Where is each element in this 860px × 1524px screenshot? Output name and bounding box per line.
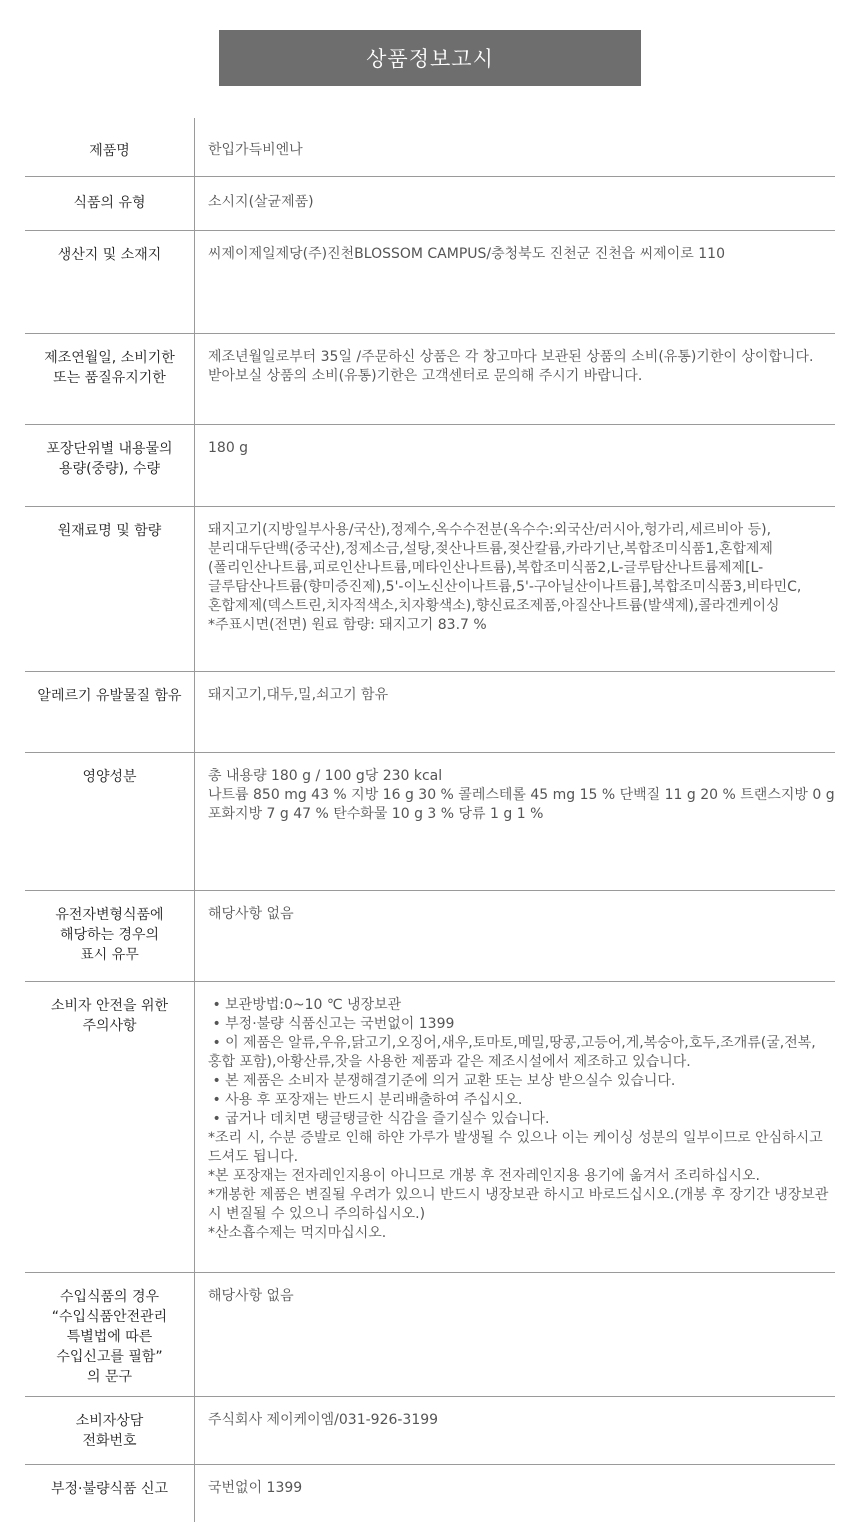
row-value-line: 돼지고기,대두,밀,쇠고기 함유 <box>208 687 389 703</box>
row-label-line: 제조연월일, 소비기한 <box>44 350 175 366</box>
row-value-line: 주식회사 제이케이엠/031-926-3199 <box>208 1412 439 1428</box>
row-label <box>25 686 194 706</box>
row-label <box>25 141 194 161</box>
row-value-line: *조리 시, 수분 증발로 인해 하얀 가루가 발생될 수 있으나 이는 케이싱 성분의 일부이므로 안심하시고 드셔도 됩니다. <box>208 1130 828 1165</box>
row-label <box>25 1411 194 1451</box>
row-label-cell <box>25 177 195 230</box>
row-label-cell <box>25 231 195 333</box>
row-value-line: • 사용 후 포장재는 반드시 분리배출하여 주십시오. <box>208 1092 523 1108</box>
row-value <box>208 1479 835 1498</box>
info-row <box>25 1397 835 1465</box>
row-label-line: “수입식품안전관리 <box>51 1309 168 1325</box>
info-row <box>25 118 835 177</box>
row-value-line: *본 포장재는 전자레인지용이 아니므로 개봉 후 전자레인지용 용기에 옮겨서 조리하십시오. <box>208 1168 760 1184</box>
row-label-line: 용량(중량), 수량 <box>59 461 160 477</box>
row-label <box>25 996 194 1036</box>
row-value-line: 소시지(살균제품) <box>208 194 314 210</box>
row-value <box>208 905 835 924</box>
info-row <box>25 753 840 891</box>
row-label-cell <box>25 118 195 176</box>
row-label-line: 제품명 <box>89 143 130 159</box>
row-label <box>25 1287 194 1387</box>
row-label <box>25 521 194 541</box>
row-label-line: 식품의 유형 <box>73 195 146 211</box>
row-value <box>208 686 835 705</box>
info-row <box>25 425 835 507</box>
row-label <box>25 193 194 213</box>
row-value-line: *주표시면(전면) 원료 함량: 돼지고기 83.7 % <box>208 617 487 633</box>
row-value-line: 180 g <box>208 440 249 456</box>
row-label <box>25 245 194 265</box>
row-value <box>208 1411 835 1430</box>
info-row <box>25 982 835 1273</box>
row-label-line: 생산지 및 소재지 <box>57 247 162 263</box>
row-label-cell <box>25 753 195 890</box>
row-label-line: 원재료명 및 함량 <box>57 523 162 539</box>
row-label-line: 의 문구 <box>86 1369 133 1385</box>
page-title: 상품정보고시 <box>219 30 641 86</box>
row-label-line: 전화번호 <box>82 1433 137 1449</box>
info-row <box>25 1273 835 1397</box>
info-row <box>25 231 835 334</box>
row-label-line: 소비자상담 <box>75 1413 144 1429</box>
row-value-line: 국번없이 1399 <box>208 1480 303 1496</box>
row-label-cell <box>25 891 195 981</box>
info-row <box>25 507 835 672</box>
row-value-line: 돼지고기(지방일부사용/국산),정제수,옥수수전분(옥수수:외국산/러시아,헝가리,세르비아 등),분리대두단백(중국산),정제소금,설탕,젖산나트륨,젖산칼륨,카라기난,복합조미식품1,혼합제제(폴리인산나트륨,피로인산나트륨,메타인산나트륨),복합조미식품2,L-글루탐산나트륨제제[L-글루탐산나트륨(향미증진제),5'-이노신산이나트륨,5'-구아닐산이나트륨],복합조미식품3,비타민C,혼합제제(덱스트린,치자적색소,치자황색소),향신료조제품,아질산나트륨(발색제),콜라겐케이싱 <box>208 522 802 614</box>
row-label-line: 표시 유무 <box>80 947 139 963</box>
row-value <box>208 348 835 386</box>
row-label <box>25 348 194 388</box>
row-value <box>208 1287 835 1306</box>
row-value-line: 해당사항 없음 <box>208 1288 294 1304</box>
row-label-line: 포장단위별 내용물의 <box>46 441 173 457</box>
row-value-line: • 보관방법:0~10 ℃ 냉장보관 <box>208 997 402 1013</box>
row-value-line: *산소흡수제는 먹지마십시오. <box>208 1225 387 1241</box>
info-row <box>25 334 835 425</box>
row-value-line: 한입가득비엔나 <box>208 142 303 158</box>
product-info-table <box>25 118 840 1522</box>
row-label-line: 부정·불량식품 신고 <box>50 1481 169 1497</box>
row-label-cell <box>25 982 195 1272</box>
row-value-line: 씨제이제일제당(주)진천BLOSSOM CAMPUS/충청북도 진천군 진천읍 씨제이로 110 <box>208 246 725 262</box>
row-label-cell <box>25 1397 195 1464</box>
row-label-line: 수입식품의 경우 <box>59 1289 160 1305</box>
row-label-cell <box>25 425 195 506</box>
row-label-cell <box>25 507 195 671</box>
row-value-line: • 부정·불량 식품신고는 국번없이 1399 <box>208 1016 455 1032</box>
row-label-cell <box>25 334 195 424</box>
row-label <box>25 1479 194 1499</box>
row-label-cell <box>25 672 195 752</box>
row-value-line: • 굽거나 데치면 탱글탱글한 식감을 즐기실수 있습니다. <box>208 1111 550 1127</box>
row-value <box>208 193 835 212</box>
row-value-line: *개봉한 제품은 변질될 우려가 있으니 반드시 냉장보관 하시고 바로드십시오.(개봉 후 장기간 냉장보관 시 변질될 수 있으니 주의하십시오.) <box>208 1187 833 1222</box>
row-label-line: 특별법에 따른 <box>66 1329 153 1345</box>
row-value-line: 제조년월일로부터 35일 /주문하신 상품은 각 창고마다 보관된 상품의 소비(유통)기한이 상이합니다. 받아보실 상품의 소비(유통)기한은 고객센터로 문의해 주시기 바랍니다. <box>208 349 818 384</box>
row-label-line: 해당하는 경우의 <box>59 927 160 943</box>
row-label <box>25 439 194 479</box>
info-row <box>25 1465 835 1522</box>
row-label-line: 소비자 안전을 위한 <box>50 998 169 1014</box>
row-value <box>208 245 835 264</box>
row-label-cell <box>25 1465 195 1522</box>
row-value <box>208 521 835 635</box>
info-row <box>25 177 835 231</box>
row-value-line: 총 내용량 180 g / 100 g당 230 kcal <box>208 768 443 784</box>
row-label-line: 주의사항 <box>82 1018 137 1034</box>
row-value <box>208 439 835 458</box>
row-label-line: 영양성분 <box>82 769 137 785</box>
row-value <box>208 996 835 1243</box>
row-value-line: • 이 제품은 알류,우유,닭고기,오징어,새우,토마토,메밀,땅콩,고등어,게,복숭아,호두,조개류(굴,전복,홍합 포함),아황산류,잣을 사용한 제품과 같은 제조시설에서 제조하고 있습니다. <box>208 1035 816 1070</box>
info-row <box>25 891 835 982</box>
row-label-line: 또는 품질유지기한 <box>53 370 166 386</box>
row-label-line: 유전자변형식품에 <box>55 907 164 923</box>
row-label-line: 수입신고를 필함” <box>56 1349 163 1365</box>
row-label-line: 알레르기 유발물질 함유 <box>37 688 182 704</box>
row-value <box>208 767 840 824</box>
row-label <box>25 905 194 965</box>
row-label-cell <box>25 1273 195 1396</box>
row-label <box>25 767 194 787</box>
row-value <box>208 141 835 160</box>
row-value-line: 나트륨 850 mg 43 % 지방 16 g 30 % 콜레스테롤 45 mg 15 % 단백질 11 g 20 % 트랜스지방 0 g 포화지방 7 g 47 % 탄수화물 10 g 3 % 당류 1 g 1 % <box>208 787 840 822</box>
row-value-line: 해당사항 없음 <box>208 906 294 922</box>
row-value-line: • 본 제품은 소비자 분쟁해결기준에 의거 교환 또는 보상 받으실수 있습니다. <box>208 1073 676 1089</box>
info-row <box>25 672 835 753</box>
